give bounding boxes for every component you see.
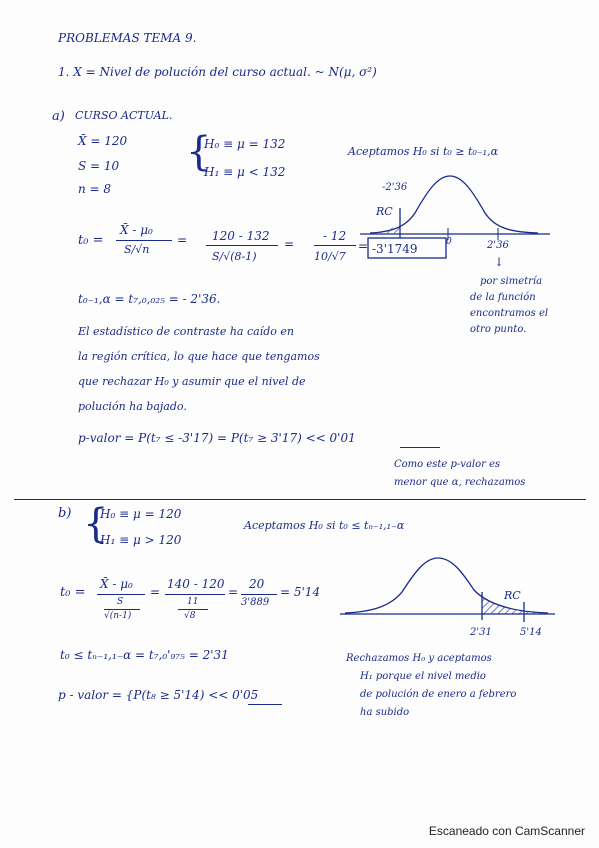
- conclusion-b-line-4: ha subido: [360, 707, 410, 718]
- side-note-line-3: encontramos el: [470, 308, 549, 319]
- section-divider: [14, 499, 586, 500]
- frac1-subbar-b: [104, 609, 140, 610]
- data-mean: X̄ = 120: [78, 134, 128, 148]
- rc-label-a: RC: [376, 205, 393, 218]
- side-note-line-2: de la función: [470, 292, 536, 303]
- frac3-bar-a: [314, 245, 356, 246]
- accept-rule-b: Aceptamos H₀ si t₀ ≤ tₙ₋₁,₁₋α: [244, 519, 405, 532]
- frac2-num-a: 120 - 132: [212, 229, 270, 243]
- p-value-underline-a: [400, 447, 440, 448]
- equals-b1: =: [150, 585, 161, 599]
- conclusion-a-line-1: El estadístico de contraste ha caído en: [78, 325, 294, 338]
- t-formula-lhs-a: t₀ =: [78, 233, 104, 248]
- frac2-den-bottom-b: √8: [184, 611, 196, 621]
- equals-a3: =: [358, 239, 369, 253]
- t-result-b: = 5'14: [280, 585, 321, 599]
- hypothesis-h1-b: H₁ ≡ μ > 120: [100, 533, 182, 547]
- distribution-graph-b: [340, 552, 560, 632]
- frac3-bar-b: [241, 594, 277, 595]
- accept-rule-a: Aceptamos H₀ si t₀ ≥ t₀₋₁,α: [348, 145, 498, 158]
- frac2-num-b: 140 - 120: [167, 577, 225, 591]
- frac3-num-b: 20: [249, 577, 265, 591]
- right-value-label-b: 5'14: [520, 627, 542, 638]
- frac3-den-b: 3'889: [241, 597, 270, 608]
- p-note-line-1: Como este p-valor es: [394, 459, 501, 470]
- side-note-line-1: por simetría: [480, 276, 543, 287]
- data-std: S = 10: [78, 159, 120, 173]
- conclusion-a-line-2: la región crítica, lo que hace que tengamos: [78, 350, 320, 363]
- observed-value-box: -3'1749: [372, 242, 418, 256]
- equals-a1: =: [177, 233, 188, 247]
- frac3-den-a: 10/√7: [314, 250, 346, 263]
- equals-b2: =: [228, 585, 239, 599]
- part-b-label: b): [58, 506, 72, 521]
- frac2-den-top-b: 11: [187, 597, 199, 607]
- frac1-den-top-b: S: [117, 597, 124, 607]
- zero-label-a: 0: [446, 237, 452, 247]
- hypothesis-h0-b: H₀ ≡ μ = 120: [100, 507, 182, 521]
- critical-line-b: t₀ ≤ tₙ₋₁,₁₋α = t₇,₀'₉₇₅ = 2'31: [60, 648, 229, 662]
- frac1-num-b: X̄ - μ₀: [100, 577, 133, 591]
- frac1-bar-b: [97, 594, 145, 595]
- camscanner-watermark: Escaneado con CamScanner: [428, 824, 585, 838]
- conclusion-b-line-2: H₁ porque el nivel medio: [360, 671, 486, 682]
- right-value-label-a: 2'36: [487, 240, 509, 251]
- frac1-den-bottom-b: √(n-1): [104, 611, 132, 621]
- p-value-underline-b: [248, 704, 282, 705]
- p-value-a: p-valor = P(t₇ ≤ -3'17) = P(t₇ ≥ 3'17) << 0'01: [78, 431, 356, 445]
- page-title: PROBLEMAS TEMA 9.: [58, 31, 197, 45]
- conclusion-a-line-3: que rechazar H₀ y asumir que el nivel de: [78, 375, 306, 388]
- p-note-line-2: menor que α, rechazamos: [394, 477, 526, 488]
- p-value-b: p - valor = {P(t₈ ≥ 5'14) << 0'05: [58, 688, 259, 702]
- part-a-heading: CURSO ACTUAL.: [75, 109, 173, 122]
- critical-value-label-a: -2'36: [382, 182, 408, 193]
- frac1-den-a: S/√n: [124, 243, 150, 256]
- t-formula-lhs-b: t₀ =: [60, 585, 86, 600]
- frac1-bar-a: [116, 240, 172, 241]
- data-n: n = 8: [78, 182, 112, 196]
- frac1-num-a: X̄ - μ₀: [120, 223, 153, 237]
- side-note-line-4: otro punto.: [470, 324, 527, 335]
- frac2-den-a: S/√(8-1): [212, 250, 257, 263]
- critical-line-a: t₀₋₁,α = t₇,₀,₀₂₅ = - 2'36.: [78, 292, 221, 306]
- part-a-label: a): [52, 109, 65, 124]
- problem-statement: 1. X = Nivel de polución del curso actual. ~ N(μ, σ²): [58, 65, 377, 79]
- conclusion-a-line-4: polución ha bajado.: [78, 400, 187, 413]
- rc-label-b: RC: [504, 589, 521, 602]
- frac2-bar-b: [165, 594, 225, 595]
- hypothesis-brace-b: {: [83, 501, 109, 547]
- hypothesis-brace-a: {: [186, 129, 212, 175]
- frac3-num-a: - 12: [323, 229, 347, 243]
- frac2-subbar-b: [178, 609, 208, 610]
- left-value-label-b: 2'31: [470, 627, 492, 638]
- equals-a2: =: [284, 237, 295, 251]
- conclusion-b-line-1: Rechazamos H₀ y aceptamos: [346, 653, 492, 664]
- hypothesis-h1-a: H₁ ≡ μ < 132: [204, 165, 286, 179]
- conclusion-b-line-3: de polución de enero a febrero: [360, 689, 517, 700]
- frac2-bar-a: [206, 245, 278, 246]
- hypothesis-h0-a: H₀ ≡ μ = 132: [204, 137, 286, 151]
- arrow-down-icon: ↓: [494, 255, 505, 269]
